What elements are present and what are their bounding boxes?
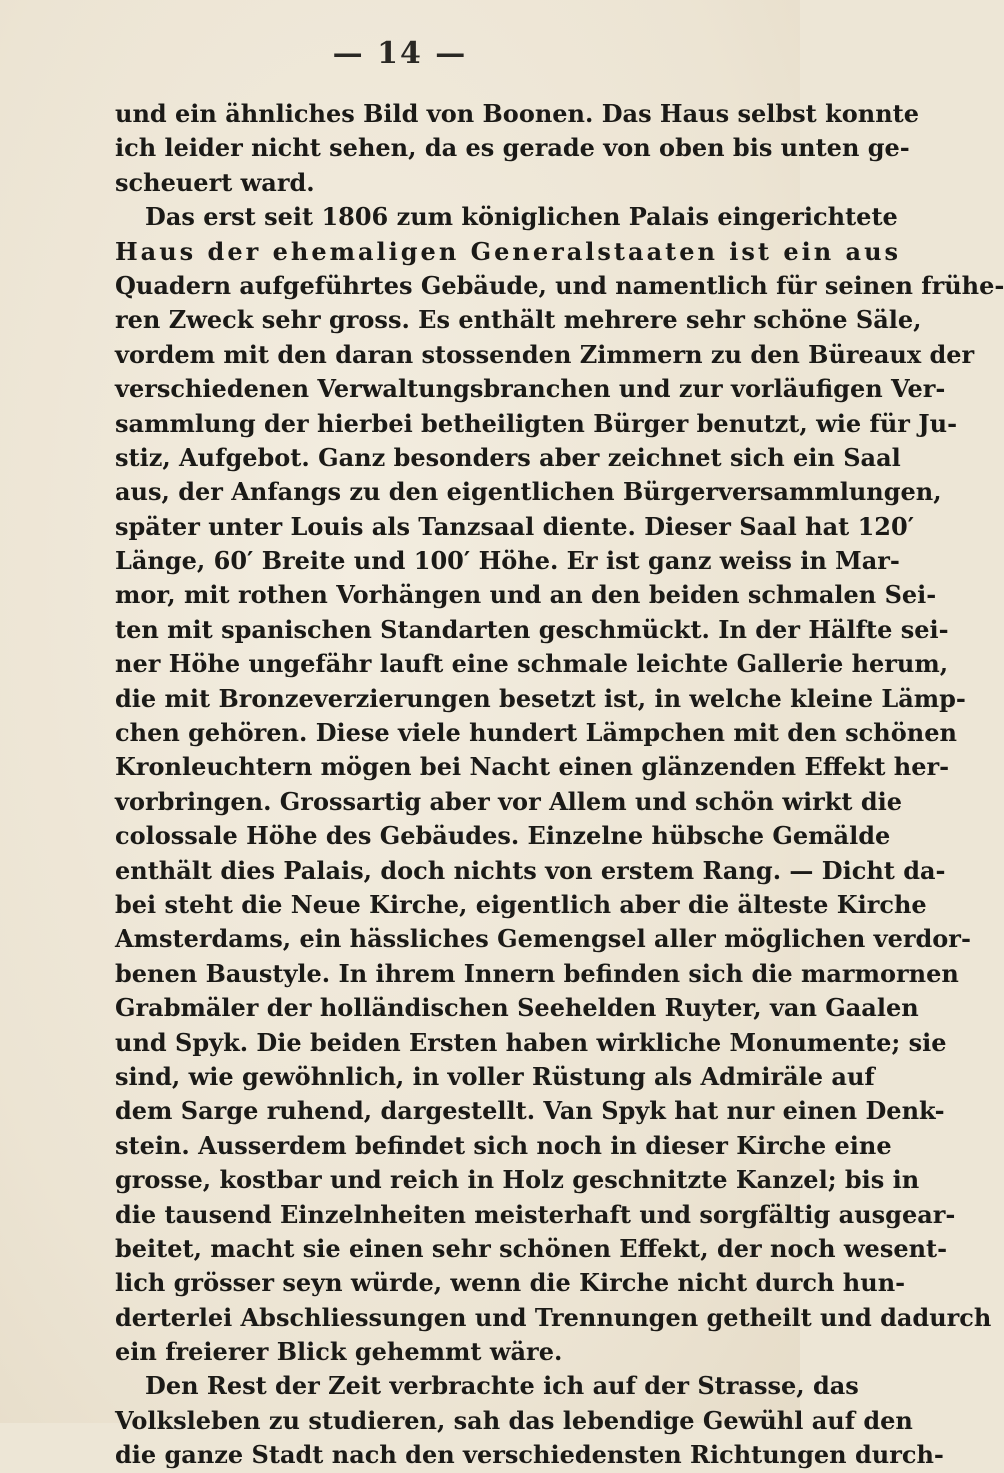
- text-line: die mit Bronzeverzierungen besetzt ist, in welche kleine Lämp-: [115, 683, 966, 713]
- text-line: ich leider nicht sehen, da es gerade von oben bis unten ge-: [115, 133, 910, 163]
- text-line: mor, mit rothen Vorhängen und an den beiden schmalen Sei-: [115, 580, 937, 610]
- text-line: und Spyk. Die beiden Ersten haben wirkliche Monumente; sie: [115, 1027, 947, 1057]
- text-line: scheuert ward.: [115, 167, 315, 197]
- text-line: derterlei Abschliessungen und Trennungen getheilt und dadurch: [115, 1302, 992, 1332]
- text-line: Das erst seit 1806 zum königlichen Palais eingerichtete: [145, 202, 898, 232]
- text-line: und ein ähnliches Bild von Boonen. Das Haus selbst konnte: [115, 99, 919, 128]
- text-line: benen Baustyle. In ihrem Innern befinden sich die marmornen: [115, 958, 959, 988]
- text-line: ten mit spanischen Standarten geschmückt. In der Hälfte sei-: [115, 614, 949, 644]
- text-line: lich grösser seyn würde, wenn die Kirche nicht durch hun-: [115, 1268, 906, 1298]
- text-line: Den Rest der Zeit verbrachte ich auf der Strasse, das: [145, 1371, 859, 1401]
- text-line: Quadern aufgeführtes Gebäude, und namentlich für seinen frühe-: [115, 270, 1004, 300]
- text-line: die tausend Einzelnheiten meisterhaft und sorgfältig ausgear-: [115, 1199, 956, 1229]
- text-line: sammlung der hierbei betheiligten Bürger benutzt, wie für Ju-: [115, 408, 958, 438]
- text-line: Grabmäler der holländischen Seehelden Ruyter, van Gaalen: [115, 993, 919, 1023]
- text-line: Amsterdams, ein hässliches Gemengsel aller möglichen verdor-: [115, 924, 971, 954]
- text-line: Länge, 60′ Breite und 100′ Höhe. Er ist ganz weiss in Mar-: [115, 546, 900, 576]
- body-text: [115, 97, 1004, 1473]
- text-line: aus, der Anfangs zu den eigentlichen Bürgerversammlungen,: [115, 477, 942, 507]
- text-line: sind, wie gewöhnlich, in voller Rüstung als Admiräle auf: [115, 1061, 875, 1091]
- text-line: ner Höhe ungefähr lauft eine schmale leichte Gallerie herum,: [115, 649, 949, 679]
- text-line: stiz, Aufgebot. Ganz besonders aber zeichnet sich ein Saal: [115, 442, 901, 472]
- text-line: später unter Louis als Tanzsaal diente. Dieser Saal hat 120′: [115, 511, 915, 541]
- text-line: grosse, kostbar und reich in Holz geschnitzte Kanzel; bis in: [115, 1165, 920, 1195]
- text-line: chen gehören. Diese viele hundert Lämpchen mit den schönen: [115, 718, 957, 748]
- text-line: colossale Höhe des Gebäudes. Einzelne hübsche Gemälde: [115, 821, 891, 851]
- text-line: beitet, macht sie einen sehr schönen Effekt, der noch wesent-: [115, 1233, 948, 1263]
- text-line: enthält dies Palais, doch nichts von erstem Rang. — Dicht da-: [115, 855, 946, 885]
- text-line: dem Sarge ruhend, dargestellt. Van Spyk hat nur einen Denk-: [115, 1096, 945, 1126]
- text-line: ein freierer Blick gehemmt wäre.: [115, 1337, 563, 1367]
- text-line: vordem mit den daran stossenden Zimmern zu den Büreaux der: [115, 339, 975, 369]
- text-line: bei steht die Neue Kirche, eigentlich aber die älteste Kirche: [115, 889, 927, 919]
- text-line: Kronleuchtern mögen bei Nacht einen glänzenden Effekt her-: [115, 752, 950, 782]
- text-line: vorbringen. Grossartig aber vor Allem und schön wirkt die: [115, 786, 903, 816]
- text-line: Haus der ehemaligen Generalstaaten ist ein aus: [115, 236, 902, 266]
- text-line: verschiedenen Verwaltungsbranchen und zur vorläufigen Ver-: [115, 374, 946, 404]
- text-line: die ganze Stadt nach den verschiedensten Richtungen durch-: [115, 1440, 944, 1470]
- text-line: stein. Ausserdem befindet sich noch in dieser Kirche eine: [115, 1130, 892, 1160]
- text-line: Volksleben zu studieren, sah das lebendige Gewühl auf den: [115, 1405, 913, 1435]
- page-number: — 14 —: [332, 36, 468, 71]
- text-line: ren Zweck sehr gross. Es enthält mehrere sehr schöne Säle,: [115, 305, 922, 335]
